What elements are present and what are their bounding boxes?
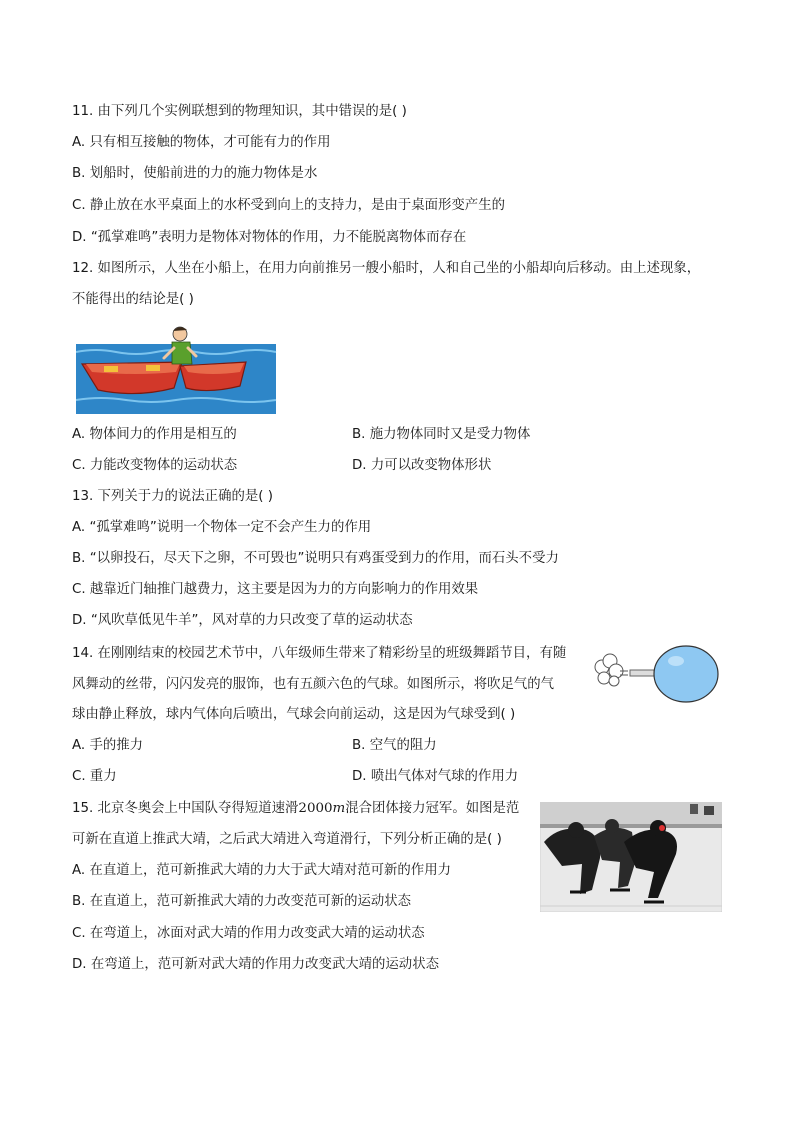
q13-stem: 13. 下列关于力的说法正确的是( ) — [72, 489, 273, 504]
q11-option-a: A. 只有相互接触的物体，才可能有力的作用 — [72, 135, 331, 150]
q15-stem-line2: 可新在直道上推武大靖，之后武大靖进入弯道滑行，下列分析正确的是( ) — [72, 832, 502, 847]
air-puff-icon — [595, 654, 623, 686]
q14-stem-line3: 球由静止释放，球内气体向后喷出，气球会向前运动，这是因为气球受到( ) — [72, 707, 516, 722]
q11-option-d: D. “孤掌难鸣”表明力是物体对物体的作用，力不能脱离物体而存在 — [72, 230, 467, 245]
q14-option-d: D. 喷出气体对气球的作用力 — [352, 769, 519, 784]
q12-option-a: A. 物体间力的作用是相互的 — [72, 427, 237, 442]
skaters-photo — [540, 802, 722, 912]
balloon-nozzle — [630, 670, 654, 676]
q15-distance-number: 2000 — [298, 801, 333, 816]
q14-stem-line2: 风舞动的丝带，闪闪发亮的服饰，也有五颜六色的气球。如图所示，将吹足气的气 — [72, 677, 555, 692]
q14-stem-line1: 14. 在刚刚结束的校园艺术节中，八年级师生带来了精彩纷呈的班级舞蹈节目，有随 — [72, 646, 567, 661]
q13-option-d: D. “风吹草低见牛羊”，风对草的力只改变了草的运动状态 — [72, 613, 413, 628]
q11-option-b: B. 划船时，使船前进的力的施力物体是水 — [72, 166, 318, 181]
balloon-figure — [592, 645, 722, 707]
left-boat — [82, 362, 182, 394]
q12-option-d: D. 力可以改变物体形状 — [352, 458, 492, 473]
q15-stem-pre: 15. 北京冬奥会上中国队夺得短道速滑 — [72, 801, 299, 816]
boats-figure — [76, 322, 278, 416]
q11-stem: 11. 由下列几个实例联想到的物理知识，其中错误的是( ) — [72, 104, 407, 119]
q15-stem-line1 — [72, 801, 519, 817]
q15-option-a: A. 在直道上，范可新推武大靖的力大于武大靖对范可新的作用力 — [72, 863, 451, 878]
q12-stem-line1: 12. 如图所示，人坐在小船上，在用力向前推另一艘小船时，人和自己坐的小船却向后移动。由上述现象， — [72, 261, 701, 276]
q13-option-c: C. 越靠近门轴推门越费力，这主要是因为力的方向影响力的作用效果 — [72, 582, 479, 597]
q15-distance-unit: m — [332, 801, 346, 816]
q12-option-b: B. 施力物体同时又是受力物体 — [352, 427, 531, 442]
balloon — [654, 646, 718, 702]
q14-option-a: A. 手的推力 — [72, 738, 143, 753]
right-boat — [180, 362, 246, 391]
q13-option-b: B. “以卵投石，尽天下之卵，不可毁也”说明只有鸡蛋受到力的作用，而石头不受力 — [72, 551, 559, 566]
q15-option-c: C. 在弯道上，冰面对武大靖的作用力改变武大靖的运动状态 — [72, 926, 425, 941]
q14-option-b: B. 空气的阻力 — [352, 738, 437, 753]
q12-option-c: C. 力能改变物体的运动状态 — [72, 458, 238, 473]
q11-option-c: C. 静止放在水平桌面上的水杯受到向上的支持力，是由于桌面形变产生的 — [72, 198, 505, 213]
q12-stem-line2: 不能得出的结论是( ) — [72, 292, 194, 307]
q15-option-b: B. 在直道上，范可新推武大靖的力改变范可新的运动状态 — [72, 894, 412, 909]
q13-option-a: A. “孤掌难鸣”说明一个物体一定不会产生力的作用 — [72, 520, 372, 535]
q14-option-c: C. 重力 — [72, 769, 117, 784]
q15-option-d: D. 在弯道上，范可新对武大靖的作用力改变武大靖的运动状态 — [72, 957, 439, 972]
q15-stem-post: 混合团体接力冠军。如图是范 — [345, 801, 520, 816]
